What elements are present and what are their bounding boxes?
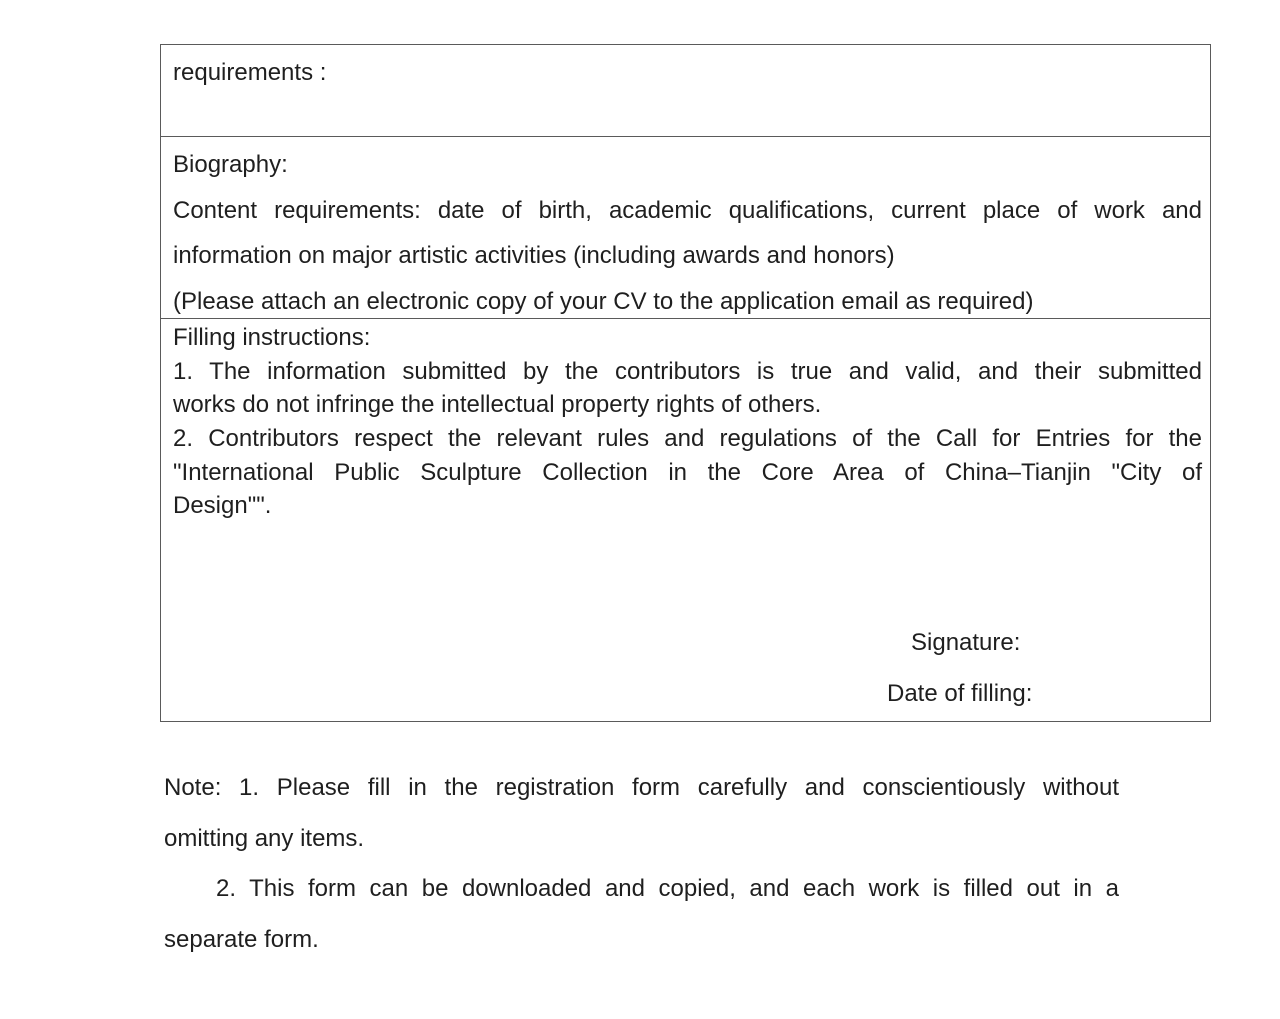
biography-content-line: information on major artistic activities (including awards and honors)	[173, 242, 895, 269]
note-1: Note: 1. Please fill in the registration form carefully and conscientiously without	[164, 774, 1119, 801]
instruction-item-2-cont: Design"".	[173, 492, 272, 520]
date-of-filling-label: Date of filling:	[887, 680, 1033, 707]
biography-heading: Biography:	[173, 151, 288, 178]
instruction-item-1: 1. The information submitted by the contributors is true and valid, and their submitted	[173, 357, 1202, 385]
instruction-item-2: 2. Contributors respect the relevant rules and regulations of the Call for Entries for the	[173, 425, 1202, 453]
instruction-item-1-cont: works do not infringe the intellectual property rights of others.	[173, 391, 822, 419]
biography-content-line: Content requirements: date of birth, academic qualifications, current place of work and	[173, 196, 1202, 224]
signature-label: Signature:	[911, 629, 1021, 656]
requirements-cell	[161, 45, 1210, 137]
note-2-cont: separate form.	[164, 925, 319, 953]
signature-block	[887, 627, 1032, 729]
notes-section	[164, 770, 1119, 972]
note-2: 2. This form can be downloaded and copied, and each work is filled out in a	[216, 875, 1119, 902]
instructions-cell	[161, 319, 1210, 721]
instruction-item-2-cont: "International Public Sculpture Collection in the Core Area of China–Tianjin "City of	[173, 458, 1202, 486]
instructions-heading: Filling instructions:	[173, 324, 371, 351]
requirements-label: requirements :	[173, 59, 327, 86]
biography-cell	[161, 137, 1210, 319]
biography-attach-note: (Please attach an electronic copy of your CV to the application email as required)	[173, 287, 1034, 315]
note-1-cont: omitting any items.	[164, 824, 365, 852]
registration-form-table	[160, 44, 1211, 722]
